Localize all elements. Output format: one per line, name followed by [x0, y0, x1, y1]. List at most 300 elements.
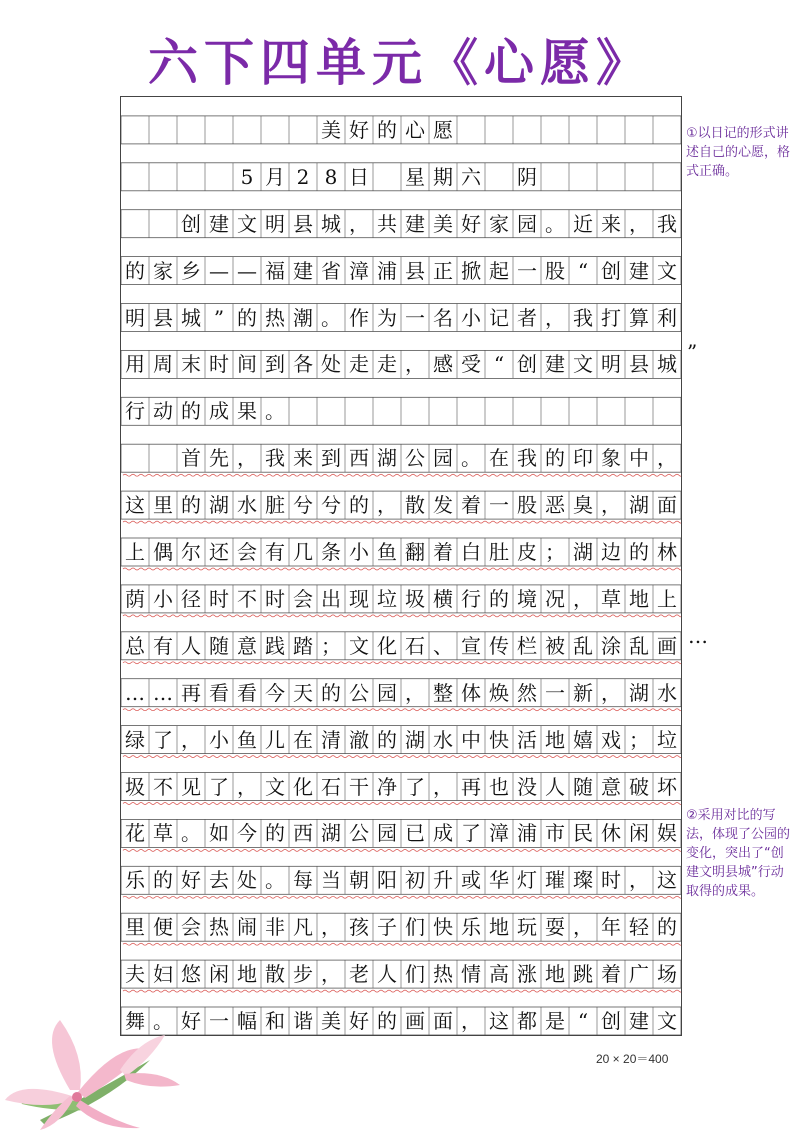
essay-char: 时 [209, 352, 229, 377]
essay-char: 悠 [181, 962, 201, 987]
essay-char: 垃 [657, 727, 677, 752]
essay-char: 出 [321, 586, 341, 611]
essay-char: 随 [573, 774, 593, 799]
essay-char: 成 [433, 821, 453, 846]
essay-char: 来 [293, 446, 313, 471]
essay-char: 破 [629, 774, 649, 799]
essay-char: 白 [461, 540, 481, 564]
essay-char: 再 [461, 774, 481, 799]
essay-char: 打 [601, 305, 621, 330]
essay-char: 建 [293, 258, 313, 283]
essay-text [121, 97, 681, 1035]
essay-char: 美 [321, 1009, 341, 1033]
essay-char: 水 [657, 680, 677, 705]
essay-char: 用 [125, 352, 145, 377]
essay-char: 湖 [573, 540, 593, 564]
essay-char: 处 [321, 352, 341, 377]
essay-char: “ [493, 352, 505, 377]
essay-char: 县 [405, 258, 425, 283]
essay-char: 活 [517, 727, 537, 752]
essay-char: 公 [349, 821, 369, 846]
essay-char: 现 [349, 586, 369, 611]
essay-char: 行 [461, 586, 481, 611]
essay-char: 乡 [181, 258, 201, 283]
essay-char: 创 [601, 258, 621, 283]
essay-char [149, 444, 177, 472]
essay-char: 家 [153, 258, 173, 283]
essay-char: 这 [657, 868, 677, 893]
essay-char: 不 [153, 774, 173, 799]
essay-char: 休 [601, 821, 621, 846]
essay-char: 几 [293, 540, 313, 564]
essay-char: ； [321, 633, 341, 658]
essay-char: 建 [405, 211, 425, 236]
essay-char: 潮 [293, 305, 313, 330]
essay-char: 起 [489, 258, 509, 283]
essay-char: 净 [377, 774, 397, 799]
essay-char: 县 [153, 305, 173, 330]
essay-char: 湖 [629, 493, 649, 518]
essay-date-char: 5 [240, 164, 254, 189]
essay-title-char: 心 [405, 117, 425, 142]
essay-char: 干 [349, 774, 369, 799]
essay-char: 有 [153, 633, 173, 658]
essay-char: 成 [209, 399, 229, 424]
essay-char: 县 [293, 211, 313, 236]
essay-char: 热 [265, 305, 285, 330]
essay-char: 也 [489, 774, 509, 799]
essay-char: 名 [433, 305, 453, 330]
essay-char: ， [601, 493, 621, 518]
essay-char: 清 [321, 727, 341, 752]
essay-char: 在 [489, 446, 509, 471]
essay-char: ， [321, 915, 341, 940]
essay-char: 体 [461, 680, 481, 705]
essay-char: — [237, 258, 257, 283]
essay-char: 谐 [293, 1009, 313, 1033]
essay-char: 跳 [573, 962, 593, 987]
essay-char: 福 [265, 258, 285, 283]
essay-char: 面 [433, 1009, 453, 1033]
essay-char: 垃 [377, 586, 397, 611]
essay-char: 脏 [265, 493, 285, 518]
essay-char: 着 [433, 540, 453, 564]
essay-char: 况 [545, 586, 565, 611]
essay-char: 园 [377, 821, 397, 846]
essay-char: 会 [181, 915, 201, 940]
lily-petals-icon [5, 1020, 180, 1130]
essay-char: 们 [405, 915, 425, 940]
essay-char: 的 [181, 399, 201, 424]
essay-char: 好 [181, 1009, 201, 1033]
essay-char: 这 [125, 493, 145, 518]
essay-char: 边 [601, 540, 621, 564]
essay-title-char: 愿 [433, 117, 453, 142]
essay-char: 我 [517, 446, 537, 471]
essay-char: 闹 [237, 915, 257, 940]
essay-char: 散 [405, 493, 425, 518]
essay-char: ， [629, 868, 649, 893]
essay-char: 化 [293, 774, 313, 799]
essay-char: ， [657, 446, 677, 471]
essay-char: 算 [629, 305, 649, 330]
essay-char: 小 [349, 540, 369, 564]
essay-char: 我 [657, 211, 677, 236]
essay-char: 印 [573, 446, 593, 471]
essay-char: 热 [433, 962, 453, 987]
essay-char: 民 [573, 821, 593, 846]
essay-char: 了 [153, 727, 173, 752]
essay-char: 的 [265, 821, 285, 846]
essay-char: ， [181, 727, 201, 752]
essay-char: ， [433, 774, 453, 799]
essay-char: 创 [517, 352, 537, 377]
essay-char: 省 [321, 258, 341, 283]
essay-char: 老 [349, 962, 369, 987]
essay-char: 为 [377, 305, 397, 330]
essay-char: 的 [489, 586, 509, 611]
essay-char: 西 [293, 821, 313, 846]
essay-char: 的 [377, 727, 397, 752]
essay-char: 广 [629, 962, 649, 987]
essay-char: 整 [433, 680, 453, 705]
essay-char: 幅 [237, 1009, 257, 1033]
essay-char: 记 [489, 305, 509, 330]
essay-char: 湖 [377, 446, 397, 471]
essay-char: 澈 [349, 727, 369, 752]
essay-char: 初 [405, 868, 425, 893]
essay-date-char [485, 163, 513, 191]
essay-char: 市 [545, 821, 565, 846]
page-title: 六下四单元《心愿》 [148, 34, 652, 92]
essay-char: 。 [321, 305, 341, 330]
essay-char: 了 [209, 774, 229, 799]
essay-char: 浦 [377, 258, 397, 283]
essay-char: 朝 [349, 868, 369, 893]
essay-char: 面 [657, 493, 677, 518]
essay-char: 首 [181, 446, 201, 471]
essay-char: 好 [181, 868, 201, 893]
essay-char: 利 [657, 305, 677, 330]
essay-date-char: 日 [349, 164, 369, 189]
essay-char: 翻 [405, 540, 425, 564]
essay-char: 圾 [405, 586, 425, 611]
essay-char: 近 [573, 211, 593, 236]
essay-char: 快 [433, 915, 453, 940]
essay-char: ， [629, 211, 649, 236]
essay-char: 步 [293, 962, 313, 987]
essay-char: 玩 [517, 915, 537, 940]
essay-char: 乐 [461, 915, 481, 940]
essay-char: 画 [657, 633, 677, 658]
essay-char: 人 [181, 633, 201, 658]
essay-char: 末 [181, 352, 201, 377]
essay-char: 一 [209, 1009, 229, 1033]
essay-char: 偶 [153, 540, 173, 564]
essay-char: 象 [601, 446, 621, 471]
essay-char: 的 [181, 493, 201, 518]
essay-char: 踏 [293, 633, 313, 658]
essay-char: 画 [405, 1009, 425, 1033]
essay-char: 时 [265, 586, 285, 611]
essay-char: 地 [237, 962, 257, 987]
essay-char: ， [405, 680, 425, 705]
essay-title-char: 好 [349, 117, 369, 142]
essay-char: 上 [657, 586, 677, 611]
essay-char: 非 [265, 915, 285, 940]
essay-char: 。 [153, 1009, 173, 1033]
essay-char: 横 [433, 586, 453, 611]
essay-char: 人 [377, 962, 397, 987]
essay-char: 掀 [461, 258, 481, 283]
essay-char: 林 [657, 540, 677, 564]
essay-char: 的 [237, 305, 257, 330]
essay-char: 公 [405, 446, 425, 471]
essay-char: 随 [209, 633, 229, 658]
essay-char: 地 [545, 727, 565, 752]
essay-char: 被 [545, 633, 565, 658]
essay-char: 受 [461, 352, 481, 377]
essay-char: 凡 [293, 915, 313, 940]
essay-char: 情 [461, 962, 481, 987]
essay-char: — [209, 258, 229, 283]
essay-char: 。 [265, 868, 285, 893]
essay-char: 人 [545, 774, 565, 799]
essay-char: 西 [349, 446, 369, 471]
essay-char: 到 [265, 352, 285, 377]
essay-char: 者 [517, 305, 537, 330]
essay-char: 走 [349, 352, 369, 377]
essay-char: 或 [461, 868, 481, 893]
essay-char: 作 [349, 305, 369, 330]
essay-char: ， [601, 680, 621, 705]
essay-char: 涨 [517, 962, 537, 987]
essay-char: 恶 [545, 493, 565, 518]
essay-char: 建 [545, 352, 565, 377]
essay-char: 轻 [629, 915, 649, 940]
essay-char: ， [321, 962, 341, 987]
essay-char: 里 [153, 493, 173, 518]
essay-char: 建 [629, 258, 649, 283]
essay-char: 共 [377, 211, 397, 236]
essay-char: 还 [209, 540, 229, 564]
essay-char: 好 [461, 211, 481, 236]
essay-char: 湖 [629, 680, 649, 705]
essay-char: 当 [321, 868, 341, 893]
essay-char: 着 [461, 493, 481, 518]
composition-grid [120, 96, 682, 1036]
essay-char: 意 [601, 774, 621, 799]
essay-char: 的 [377, 1009, 397, 1033]
essay-char: 漳 [489, 821, 509, 846]
essay-char: 每 [293, 868, 313, 893]
essay-char: 我 [265, 446, 285, 471]
essay-char: 戏 [601, 727, 621, 752]
essay-char: 看 [209, 680, 229, 705]
annotation-note-1: ①以日记的形式讲述自己的心愿，格式正确。 [686, 126, 791, 179]
essay-char: 然 [517, 680, 537, 705]
essay-char: 是 [545, 1009, 565, 1033]
essay-char: “ [577, 1009, 589, 1033]
essay-char: “ [577, 258, 589, 283]
essay-char: 中 [461, 727, 481, 752]
essay-char: 水 [433, 727, 453, 752]
essay-char: 境 [517, 586, 537, 611]
essay-char: 华 [489, 868, 509, 893]
essay-char: 皮 [517, 540, 537, 564]
essay-char: 的 [321, 680, 341, 705]
essay-char: 创 [181, 211, 201, 236]
essay-char: 臭 [573, 493, 593, 518]
essay-char: 践 [265, 633, 285, 658]
essay-date-char: 2 [296, 164, 310, 189]
essay-char: 再 [181, 680, 201, 705]
essay-char: 行 [125, 399, 145, 424]
essay-char: 新 [573, 680, 593, 705]
essay-char: 石 [405, 633, 425, 658]
essay-char [121, 210, 149, 238]
essay-char: 条 [321, 540, 341, 564]
lily-flower-icon [0, 1000, 190, 1133]
essay-char: 的 [125, 258, 145, 283]
essay-char: 涂 [601, 633, 621, 658]
essay-char: 园 [433, 446, 453, 471]
essay-char: ， [377, 493, 397, 518]
essay-char: 来 [601, 211, 621, 236]
essay-char: 肚 [489, 540, 509, 564]
essay-char: 正 [433, 258, 453, 283]
overflow-ellipsis-mark: … [688, 624, 708, 648]
essay-char: 儿 [265, 727, 285, 752]
essay-char: 湖 [321, 821, 341, 846]
essay-char: 创 [601, 1009, 621, 1033]
essay-char: 地 [545, 962, 565, 987]
essay-char: 的 [349, 493, 369, 518]
essay-char: 看 [237, 680, 257, 705]
essay-date-char [373, 163, 401, 191]
essay-date-char: 六 [461, 164, 481, 189]
essay-char: 县 [629, 352, 649, 377]
essay-char: 场 [657, 962, 677, 987]
essay-char: ” [213, 305, 225, 330]
essay-char: 总 [125, 633, 145, 658]
essay-char: 散 [265, 962, 285, 987]
essay-char: 娱 [657, 821, 677, 846]
essay-char: 城 [657, 352, 677, 377]
essay-char: 年 [601, 915, 621, 940]
essay-date-char: 星 [405, 164, 425, 189]
essay-char: ； [629, 727, 649, 752]
essay-char: 文 [573, 352, 593, 377]
essay-char: 了 [405, 774, 425, 799]
essay-char: 。 [181, 821, 201, 846]
essay-char: 。 [265, 399, 285, 424]
essay-date-char: 8 [324, 164, 338, 189]
essay-char: 、 [433, 633, 453, 658]
essay-char: 绿 [125, 727, 145, 752]
essay-char: 时 [209, 586, 229, 611]
essay-char: 都 [517, 1009, 537, 1033]
essay-char: 时 [601, 868, 621, 893]
essay-char: 果 [237, 399, 257, 424]
essay-date-char: 月 [265, 164, 285, 189]
essay-char: 天 [293, 680, 313, 705]
essay-char: 着 [601, 962, 621, 987]
essay-char: 荫 [125, 586, 145, 611]
essay-char: 会 [293, 586, 313, 611]
essay-char: 鱼 [377, 540, 397, 564]
essay-char: 湖 [405, 727, 425, 752]
essay-char: 小 [209, 727, 229, 752]
essay-char: 舞 [125, 1009, 145, 1033]
essay-char: 处 [237, 868, 257, 893]
essay-char: 公 [349, 680, 369, 705]
essay-char: 妇 [153, 962, 173, 987]
essay-char: … [125, 680, 145, 705]
essay-char: 好 [349, 1009, 369, 1033]
essay-char: 明 [601, 352, 621, 377]
essay-char: 湖 [209, 493, 229, 518]
essay-char: 文 [657, 258, 677, 283]
essay-char: 建 [209, 211, 229, 236]
essay-char: 上 [125, 540, 145, 564]
essay-char: 意 [237, 633, 257, 658]
essay-char [121, 444, 149, 472]
essay-char: 孩 [349, 915, 369, 940]
essay-char: 栏 [517, 633, 537, 658]
essay-char: 股 [517, 493, 537, 518]
essay-char: 在 [293, 727, 313, 752]
essay-date-char: 阴 [517, 164, 537, 189]
essay-char: 坏 [657, 774, 677, 799]
essay-char: 闲 [629, 821, 649, 846]
essay-char: 一 [545, 680, 565, 705]
essay-char: 见 [181, 774, 201, 799]
annotation-note-2: ②采用对比的写法，体现了公园的变化，突出了“创建文明县城”行动取得的成果。 [686, 808, 791, 899]
essay-char: 兮 [321, 493, 341, 518]
essay-char: 的 [629, 540, 649, 564]
essay-char: 尔 [181, 540, 201, 564]
essay-char: 园 [517, 211, 537, 236]
essay-char: ， [349, 211, 369, 236]
essay-char: 文 [265, 774, 285, 799]
essay-char: 石 [321, 774, 341, 799]
essay-char: 小 [461, 305, 481, 330]
essay-char: 漳 [349, 258, 369, 283]
essay-char: 夫 [125, 962, 145, 987]
essay-char: 水 [237, 493, 257, 518]
essay-char: 子 [377, 915, 397, 940]
essay-char: 便 [153, 915, 173, 940]
essay-char: 阳 [377, 868, 397, 893]
essay-char: 今 [265, 680, 285, 705]
essay-char: 先 [209, 446, 229, 471]
essay-char: 美 [433, 211, 453, 236]
essay-title-char: 的 [377, 117, 397, 142]
essay-char: 了 [461, 821, 481, 846]
essay-char: 灯 [517, 868, 537, 893]
essay-char: 的 [153, 868, 173, 893]
essay-char: 的 [657, 915, 677, 940]
essay-char: 圾 [125, 774, 145, 799]
essay-char: 闲 [209, 962, 229, 987]
essay-char: 乱 [573, 633, 593, 658]
essay-char: ， [237, 774, 257, 799]
essay-char: 城 [181, 305, 201, 330]
essay-char: 。 [461, 446, 481, 471]
essay-char: 璨 [573, 868, 593, 893]
essay-char: 升 [433, 868, 453, 893]
